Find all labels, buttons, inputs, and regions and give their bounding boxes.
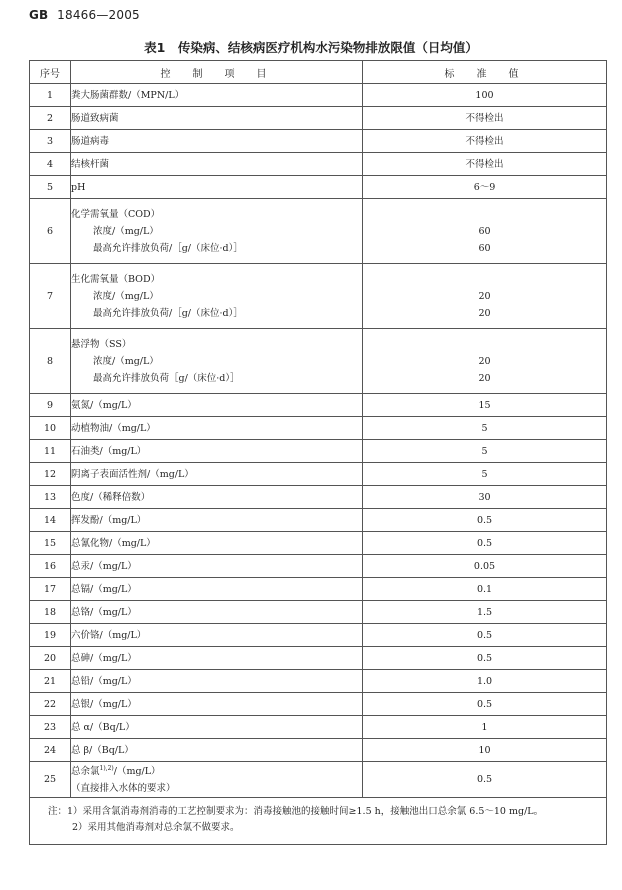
row-value-concentration: 20 [478,290,491,302]
table-row [30,329,607,394]
row-item-main: 总余氯$^{1),2)}$/（mg/L） [71,764,161,777]
row-value: 0.5 [363,509,607,532]
row-no: 11 [30,440,71,463]
column-header-no: 序号 [30,61,71,84]
table-row [30,130,607,153]
row-value: 100 [363,84,607,107]
table-row [30,107,607,130]
row-value: 不得检出 [363,153,607,176]
row-item-main: 化学需氧量（COD） [71,208,161,220]
row-item: 粪大肠菌群数/（MPN/L） [71,84,363,107]
table-row [30,199,607,264]
note-1: 注：1）采用含氯消毒剂消毒的工艺控制要求为：消毒接触池的接触时间≥1.5 h，接触池出口总余氯 6.5～10 mg/L。 [48,806,544,817]
row-item-sub-concentration: 浓度/（mg/L） [93,355,159,367]
row-item [71,199,363,264]
row-item: 总镉/（mg/L） [71,578,363,601]
row-item: 总 β/（Bq/L） [71,739,363,762]
table-row [30,176,607,199]
row-item-main: 悬浮物（SS） [71,338,132,350]
row-value: 1.0 [363,670,607,693]
standard-number: 18466—2005 [57,8,140,22]
table-row [30,716,607,739]
row-value-concentration: 60 [478,225,491,237]
table-row [30,440,607,463]
row-item: 氨氮/（mg/L） [71,394,363,417]
row-no: 4 [30,153,71,176]
row-item: 总汞/（mg/L） [71,555,363,578]
table-row [30,739,607,762]
row-item: 总氰化物/（mg/L） [71,532,363,555]
row-value: 0.5 [363,693,607,716]
table-row [30,417,607,440]
row-item: 挥发酚/（mg/L） [71,509,363,532]
row-item: 六价铬/（mg/L） [71,624,363,647]
row-no: 2 [30,107,71,130]
row-value-load: 20 [478,307,491,319]
row-item: 动植物油/（mg/L） [71,417,363,440]
table-row [30,624,607,647]
row-no: 9 [30,394,71,417]
row-value: 0.5 [363,624,607,647]
row-no: 21 [30,670,71,693]
table-title: 表1 传染病、结核病医疗机构水污染物排放限值（日均值） [144,40,478,55]
row-item: 阴离子表面活性剂/（mg/L） [71,463,363,486]
row-no: 19 [30,624,71,647]
row-value: 5 [363,440,607,463]
row-item: pH [71,176,363,199]
table-row [30,509,607,532]
table-row [30,153,607,176]
row-item-sub: （直接排入水体的要求） [71,782,176,794]
row-no: 18 [30,601,71,624]
row-item: 总 α/（Bq/L） [71,716,363,739]
row-value: 0.05 [363,555,607,578]
row-item: 总银/（mg/L） [71,693,363,716]
note-2: 2）采用其他消毒剂对总余氯不做要求。 [72,822,240,833]
row-item-sub-concentration: 浓度/（mg/L） [93,225,159,237]
row-item [71,329,363,394]
row-value: 0.5 [363,762,607,798]
row-no: 24 [30,739,71,762]
emission-limits-table [29,60,607,845]
row-value: 0.5 [363,647,607,670]
row-no: 1 [30,84,71,107]
row-item: 肠道病毒 [71,130,363,153]
row-value: 1 [363,716,607,739]
table-row [30,670,607,693]
row-value [363,199,607,264]
row-no: 14 [30,509,71,532]
standard-prefix: GB [29,8,49,22]
column-header-item: 控 制 项 目 [71,61,363,84]
row-item-sub-concentration: 浓度/（mg/L） [93,290,159,302]
row-no: 22 [30,693,71,716]
row-value: 不得检出 [363,107,607,130]
notes-row [30,798,607,845]
row-value-load: 60 [478,242,491,254]
table-row [30,693,607,716]
row-no: 13 [30,486,71,509]
row-item: 总铅/（mg/L） [71,670,363,693]
row-item: 结核杆菌 [71,153,363,176]
row-item-sub-load: 最高允许排放负荷［g/（床位·d）］ [93,372,240,384]
row-no: 16 [30,555,71,578]
row-no: 10 [30,417,71,440]
table-row [30,264,607,329]
row-no: 15 [30,532,71,555]
table-row [30,463,607,486]
row-value: 5 [363,417,607,440]
row-value: 不得检出 [363,130,607,153]
table-row [30,578,607,601]
row-value: 5 [363,463,607,486]
row-item: 石油类/（mg/L） [71,440,363,463]
row-item-main: 生化需氧量（BOD） [71,273,161,285]
table-row [30,84,607,107]
table-row [30,601,607,624]
table-row [30,555,607,578]
row-value-concentration: 20 [478,355,491,367]
row-value: 30 [363,486,607,509]
row-value: 0.1 [363,578,607,601]
row-item: 总砷/（mg/L） [71,647,363,670]
row-no: 12 [30,463,71,486]
column-header-standard: 标 准 值 [363,61,607,84]
row-value: 10 [363,739,607,762]
row-item: 总铬/（mg/L） [71,601,363,624]
table-row [30,394,607,417]
row-no: 25 [30,762,71,798]
table-row [30,532,607,555]
row-value [363,329,607,394]
row-item: 肠道致病菌 [71,107,363,130]
row-value: 1.5 [363,601,607,624]
row-no: 23 [30,716,71,739]
row-no: 6 [30,199,71,264]
row-no: 3 [30,130,71,153]
row-no: 20 [30,647,71,670]
row-no: 17 [30,578,71,601]
row-value-load: 20 [478,372,491,384]
table-row [30,647,607,670]
row-item-sub-load: 最高允许排放负荷/［g/（床位·d）］ [93,242,243,254]
table-row [30,486,607,509]
row-no: 5 [30,176,71,199]
row-value: 0.5 [363,532,607,555]
row-value: 6～9 [363,176,607,199]
footnote-ref: 1),2) [99,764,114,772]
table-notes [30,798,607,845]
row-no: 8 [30,329,71,394]
document-header [29,8,140,22]
table-header-row [30,61,607,84]
row-value [363,264,607,329]
row-item [71,264,363,329]
row-no: 7 [30,264,71,329]
row-item [71,762,363,798]
row-item: 色度/（稀释倍数） [71,486,363,509]
row-value: 15 [363,394,607,417]
row-item-sub-load: 最高允许排放负荷/［g/（床位·d）］ [93,307,243,319]
table-row [30,762,607,798]
